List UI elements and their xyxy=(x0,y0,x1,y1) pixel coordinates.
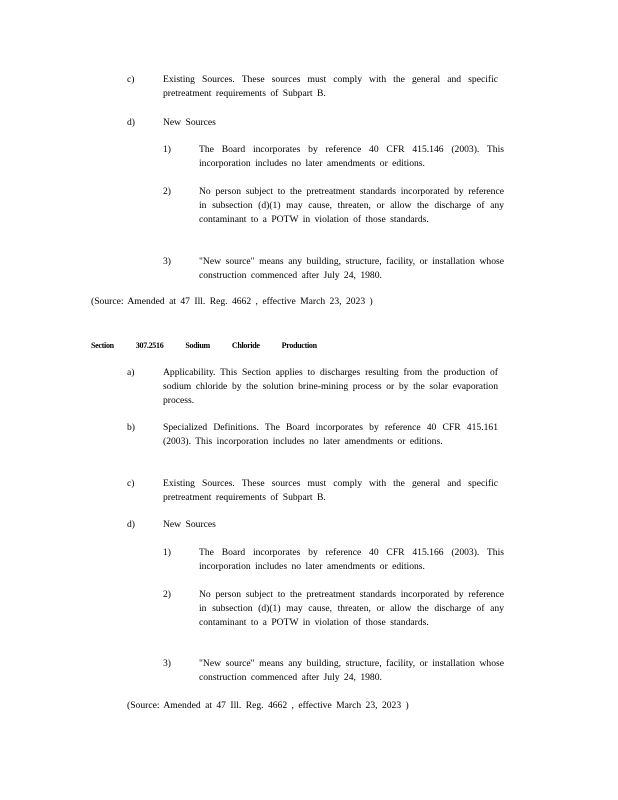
subsection-label: c) xyxy=(127,74,135,85)
subsection-text: Applicability. This Section applies to discharges resulting from the production of sodium chloride by the solution brine-mining process or by the solar evaporation process. xyxy=(163,367,498,406)
section-heading xyxy=(91,339,339,353)
section-title-word: Production xyxy=(281,341,317,350)
item-text: The Board incorporates by reference 40 CFR 415.146 (2003). This incorporation includes no later amendments or editions. xyxy=(199,144,504,169)
section-title-word: Chloride xyxy=(231,341,260,350)
subsection-text: New Sources xyxy=(163,519,216,530)
item-text: "New source" means any building, structure, facility, or installation whose construction commenced after July 24, 1980. xyxy=(199,658,504,683)
item-label: 3) xyxy=(163,658,171,669)
item-label: 1) xyxy=(163,144,171,155)
subsection-label: d) xyxy=(127,117,135,128)
section-number: 307.2516 xyxy=(135,341,164,350)
subsection-label: b) xyxy=(127,422,135,433)
item-text: No person subject to the pretreatment standards incorporated by reference in subsection (d)(1) may cause, threaten, or allow the discharge of any contaminant to a POTW in violation of those standards. xyxy=(199,589,504,628)
section-word: Section xyxy=(91,341,114,350)
subsection-label: a) xyxy=(127,367,135,378)
subsection-text: Existing Sources. These sources must comply with the general and specific pretreatment requirements of Subpart B. xyxy=(163,478,498,503)
subsection-text: Existing Sources. These sources must comply with the general and specific pretreatment requirements of Subpart B. xyxy=(163,74,498,99)
source-note: (Source: Amended at 47 Ill. Reg. 4662 , effective March 23, 2023 ) xyxy=(91,296,373,307)
item-label: 2) xyxy=(163,589,171,600)
item-text: "New source" means any building, structure, facility, or installation whose construction commenced after July 24, 1980. xyxy=(199,256,504,281)
item-label: 3) xyxy=(163,256,171,267)
subsection-text: Specialized Definitions. The Board incorporates by reference 40 CFR 415.161 (2003). This incorporation includes no later amendments or editions. xyxy=(163,422,498,447)
item-label: 1) xyxy=(163,547,171,558)
subsection-label: d) xyxy=(127,519,135,530)
source-note: (Source: Amended at 47 Ill. Reg. 4662 , effective March 23, 2023 ) xyxy=(127,700,409,711)
subsection-label: c) xyxy=(127,478,135,489)
item-text: The Board incorporates by reference 40 CFR 415.166 (2003). This incorporation includes no later amendments or editions. xyxy=(199,547,504,572)
item-text: No person subject to the pretreatment standards incorporated by reference in subsection (d)(1) may cause, threaten, or allow the discharge of any contaminant to a POTW in violation of those standards. xyxy=(199,186,504,225)
item-label: 2) xyxy=(163,186,171,197)
subsection-text: New Sources xyxy=(163,117,216,128)
section-title-word: Sodium xyxy=(185,341,210,350)
